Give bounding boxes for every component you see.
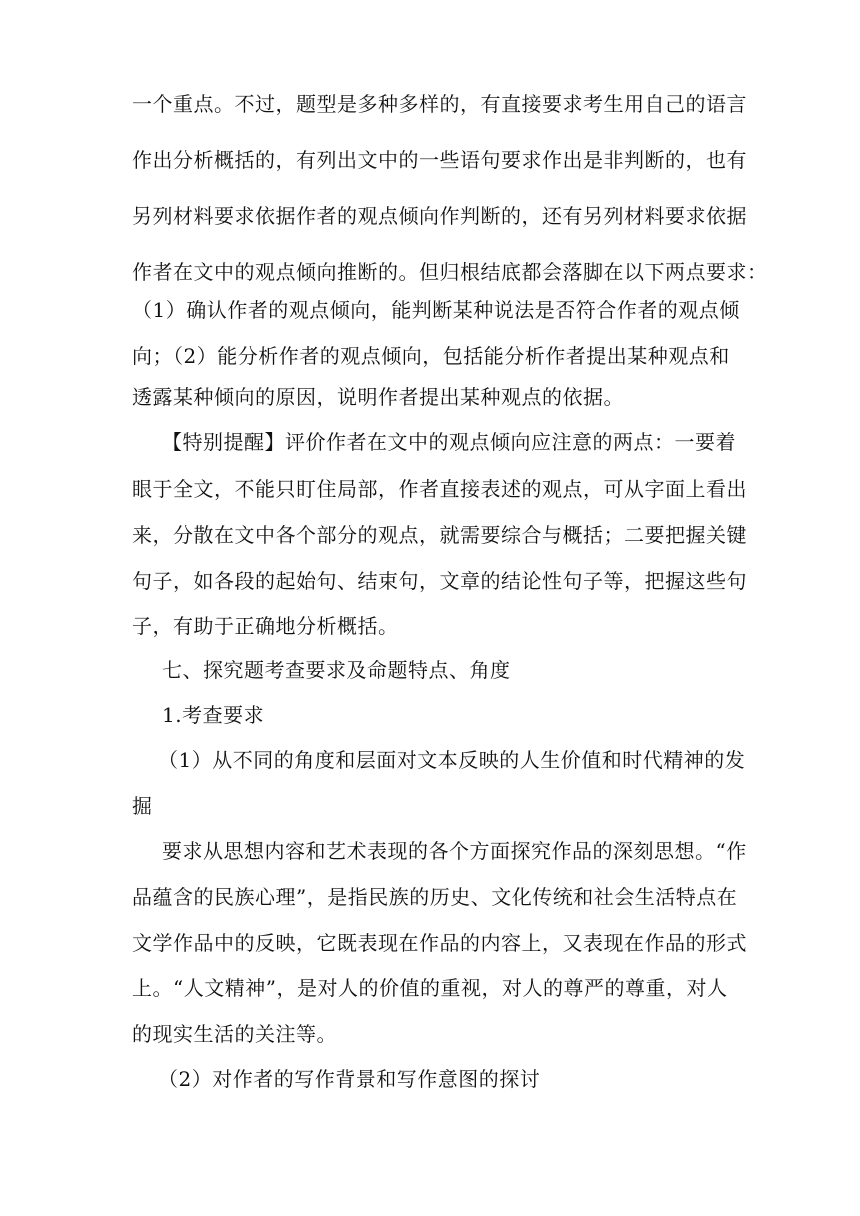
text-line: 文学作品中的反映，它既表现在作品的内容上，又表现在作品的形式 xyxy=(132,931,747,955)
text-line: （1）从不同的角度和层面对文本反映的人生价值和时代精神的发 xyxy=(158,748,746,772)
text-line: 作出分析概括的，有列出文中的一些语句要求作出是非判断的，也有 xyxy=(132,148,747,172)
text-line: 品蕴含的民族心理”，是指民族的历史、文化传统和社会生活特点在 xyxy=(132,885,738,909)
text-line: 的现实生活的关注等。 xyxy=(132,1022,337,1046)
text-line: 一个重点。不过，题型是多种多样的，有直接要求考生用自己的语言 xyxy=(132,92,747,116)
text-line: 句子，如各段的起始句、结束句，文章的结论性句子等，把握这些句 xyxy=(132,569,747,593)
text-line: 作者在文中的观点倾向推断的。但归根结底都会落脚在以下两点要求： xyxy=(132,260,768,284)
text-line: 【特别提醒】评价作者在文中的观点倾向应注意的两点：一要着 xyxy=(162,430,736,454)
section-heading: 七、探究题考查要求及命题特点、角度 xyxy=(162,658,511,682)
text-line: 子，有助于正确地分析概括。 xyxy=(132,614,399,638)
text-line: 来，分散在文中各个部分的观点，就需要综合与概括；二要把握关键 xyxy=(132,523,747,547)
text-line: （1）确认作者的观点倾向，能判断某种说法是否符合作者的观点倾 xyxy=(132,298,740,322)
text-line: （2）对作者的写作背景和写作意图的探讨 xyxy=(158,1067,541,1091)
text-line: 上。“人文精神”，是对人的价值的重视，对人的尊严的尊重，对人 xyxy=(132,976,728,1000)
text-line: 另列材料要求依据作者的观点倾向作判断的，还有另列材料要求依据 xyxy=(132,204,747,228)
text-line: 透露某种倾向的原因，说明作者提出某种观点的依据。 xyxy=(132,385,624,409)
text-line: 向；（2）能分析作者的观点倾向，包括能分析作者提出某种观点和 xyxy=(132,344,730,368)
text-line: 眼于全文，不能只盯住局部，作者直接表述的观点，可从字面上看出 xyxy=(132,477,747,501)
text-line: 掘 xyxy=(132,794,153,818)
text-line: 要求从思想内容和艺术表现的各个方面探究作品的深刻思想。“作 xyxy=(162,839,747,863)
subsection-heading: 1.考查要求 xyxy=(162,703,265,727)
